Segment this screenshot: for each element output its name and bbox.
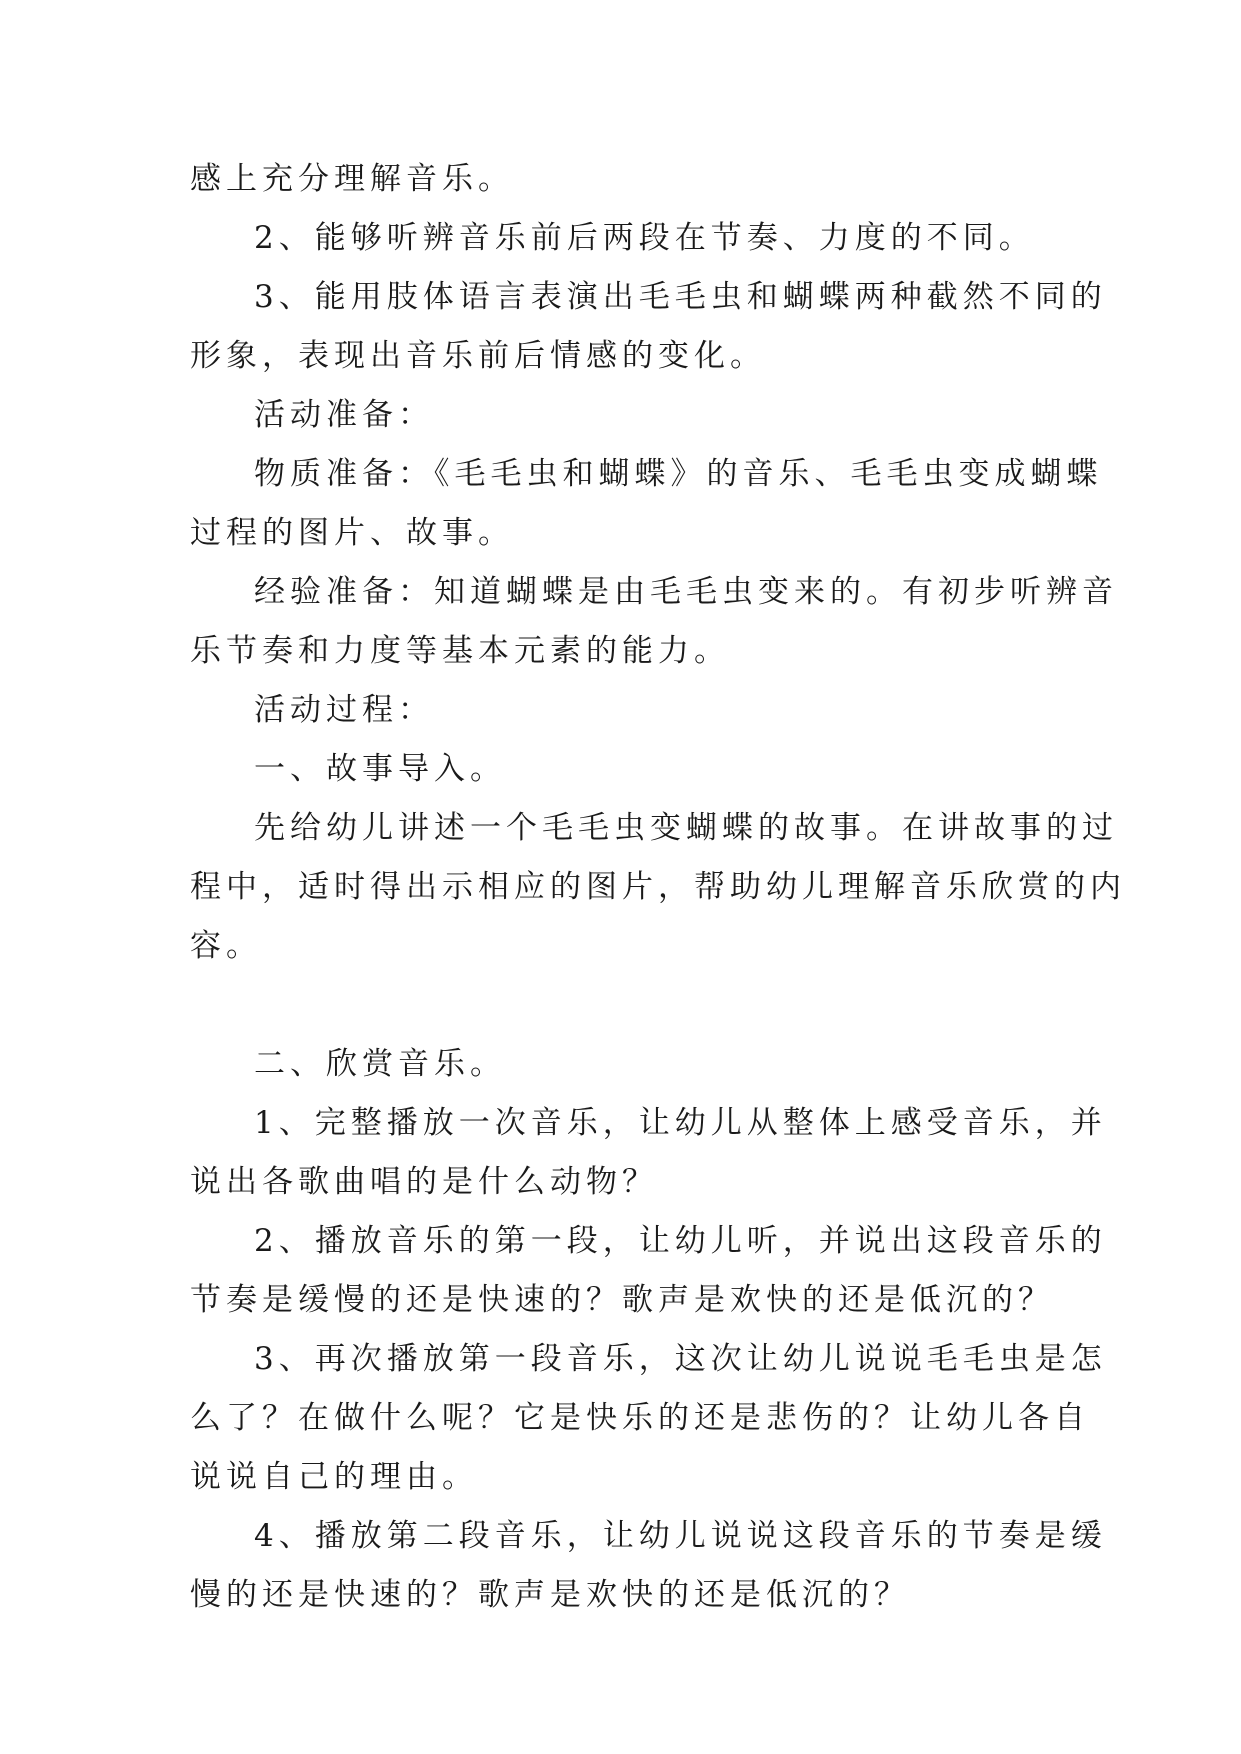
text-line-1: 感上充分理解音乐。: [190, 161, 514, 197]
document-body: [190, 150, 1126, 1625]
text-line-6: 物质准备：《毛毛虫和蝴蝶》的音乐、毛毛虫变成蝴蝶: [254, 456, 1103, 492]
subsection-heading-story: 一、故事导入。: [254, 751, 506, 787]
text-line-13: 程中，适时得出示相应的图片，帮助幼儿理解音乐欣赏的内: [190, 869, 1126, 905]
text-line-23: 4、播放第二段音乐，让幼儿说说这段音乐的节奏是缓: [254, 1518, 1107, 1554]
subsection-heading-music: 二、欣赏音乐。: [254, 1046, 506, 1082]
text-line-20: 3、再次播放第一段音乐，这次让幼儿说说毛毛虫是怎: [254, 1341, 1107, 1377]
text-line-14: 容。: [190, 928, 262, 964]
text-line-2: 2、能够听辨音乐前后两段在节奏、力度的不同。: [254, 220, 1035, 256]
text-line-12: 先给幼儿讲述一个毛毛虫变蝴蝶的故事。在讲故事的过: [254, 810, 1118, 846]
text-line-3: 3、能用肢体语言表演出毛毛虫和蝴蝶两种截然不同的: [254, 279, 1107, 315]
paragraph-gap: [190, 976, 1050, 1035]
text-line-19: 节奏是缓慢的还是快速的？歌声是欢快的还是低沉的？: [190, 1282, 1054, 1318]
text-line-7: 过程的图片、故事。: [190, 515, 514, 551]
text-line-16: 1、完整播放一次音乐，让幼儿从整体上感受音乐，并: [254, 1105, 1107, 1141]
text-line-21: 么了？在做什么呢？它是快乐的还是悲伤的？让幼儿各自: [190, 1400, 1090, 1436]
section-heading-process: 活动过程：: [254, 692, 434, 728]
section-heading-preparation: 活动准备：: [254, 397, 434, 433]
text-line-8: 经验准备：知道蝴蝶是由毛毛虫变来的。有初步听辨音: [254, 574, 1118, 610]
text-line-17: 说出各歌曲唱的是什么动物？: [190, 1164, 658, 1200]
text-line-4: 形象，表现出音乐前后情感的变化。: [190, 338, 766, 374]
text-line-18: 2、播放音乐的第一段，让幼儿听，并说出这段音乐的: [254, 1223, 1107, 1259]
text-line-22: 说说自己的理由。: [190, 1459, 478, 1495]
text-line-24: 慢的还是快速的？歌声是欢快的还是低沉的？: [190, 1577, 910, 1613]
text-line-9: 乐节奏和力度等基本元素的能力。: [190, 633, 730, 669]
